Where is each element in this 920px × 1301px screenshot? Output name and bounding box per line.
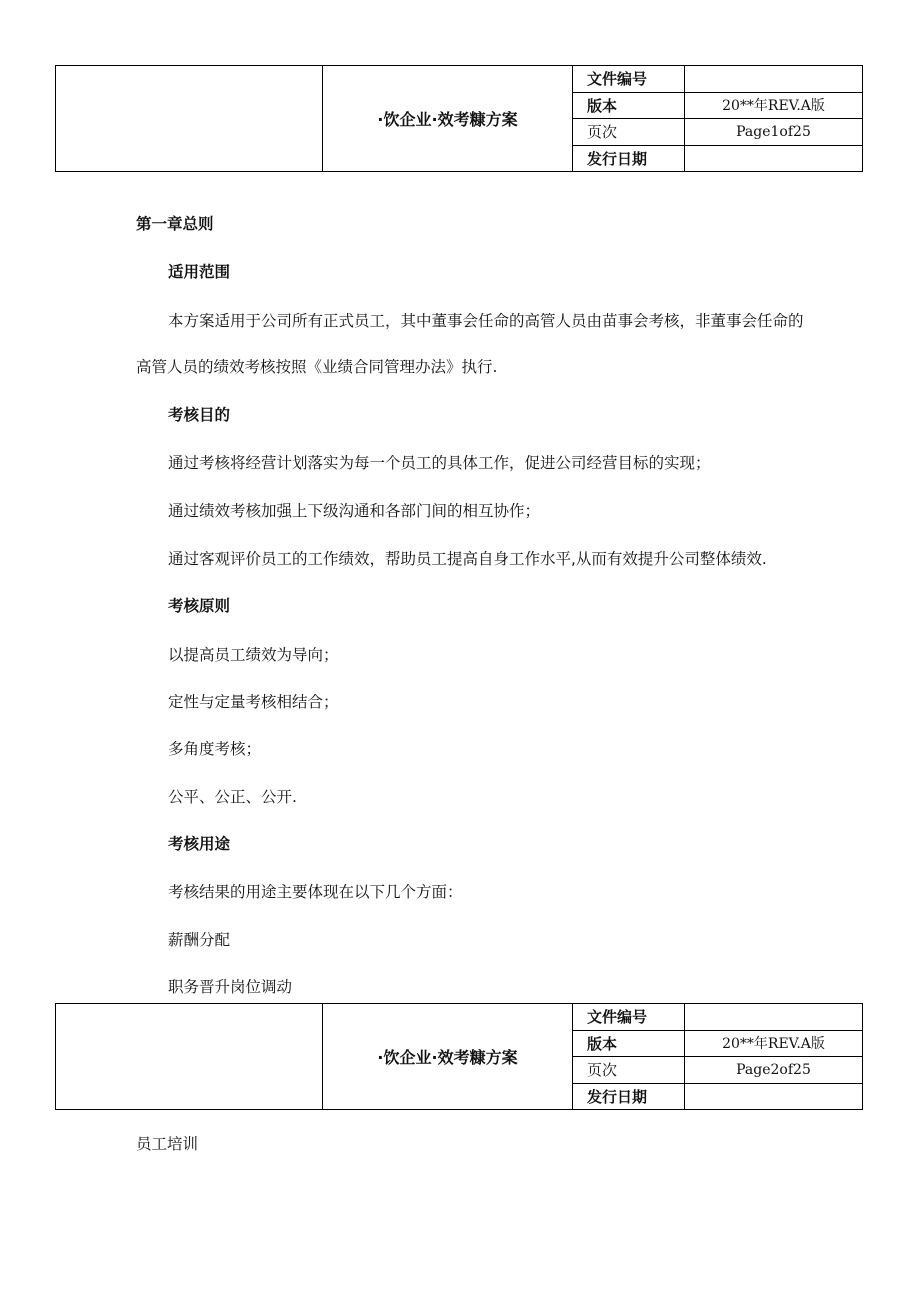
paragraph-line: 本方案适用于公司所有正式员工，其中董事会任命的高管人员由苗事会考核，非董事会任命的	[168, 312, 804, 330]
value-version: 20**年REV.A版	[685, 1031, 862, 1058]
label-release-date: 发行日期	[587, 150, 648, 169]
paragraph-line: 高管人员的绩效考核按照《业绩合同管理办法》执行.	[136, 358, 498, 376]
label-page: 页次	[573, 1057, 684, 1084]
list-item: 通过绩效考核加强上下级沟通和各部门间的相互协作；	[168, 502, 541, 520]
chapter-heading: 第一章总则	[136, 215, 214, 233]
paragraph-line: 考核结果的用途主要体现在以下几个方面：	[168, 883, 463, 901]
list-item: 定性与定量考核相结合；	[168, 693, 339, 711]
header-values	[685, 1004, 862, 1109]
value-release-date	[685, 146, 862, 173]
header-labels	[573, 66, 685, 171]
logo-cell	[56, 66, 323, 171]
label-file-number: 文件编号	[573, 1004, 684, 1031]
document-title: ·饮企业·效考糠方案	[323, 1004, 573, 1109]
list-item: 通过考核将经营计划落实为每一个员工的具体工作，促进公司经营目标的实现；	[168, 454, 711, 472]
list-item: 职务晋升岗位调动	[168, 978, 293, 996]
list-item: 以提高员工绩效为导向；	[168, 646, 339, 664]
label-version: 版本	[573, 93, 684, 120]
header-values	[685, 66, 862, 171]
value-page: Page2of25	[685, 1057, 862, 1084]
value-version: 20**年REV.A版	[685, 93, 862, 120]
logo-cell	[56, 1004, 323, 1109]
section-heading-scope: 适用范围	[168, 263, 231, 281]
value-file-number	[685, 1004, 862, 1031]
list-item: 通过客观评价员工的工作绩效，帮助员工提高自身工作水平,从而有效提升公司整体绩效.	[168, 550, 767, 568]
document-title: ·饮企业·效考糠方案	[323, 66, 573, 171]
list-item: 多角度考核；	[168, 740, 262, 758]
value-release-date	[685, 1084, 862, 1111]
label-page: 页次	[573, 119, 684, 146]
list-item: 公平、公正、公开.	[168, 788, 297, 806]
label-version: 版本	[573, 1031, 684, 1058]
label-release-date: 发行日期	[587, 1088, 648, 1107]
section-heading-purpose: 考核目的	[168, 406, 231, 424]
list-item: 员工培训	[136, 1135, 199, 1153]
list-item: 薪酬分配	[168, 931, 231, 949]
document-header-table	[55, 65, 863, 172]
value-page: Page1of25	[685, 119, 862, 146]
header-labels	[573, 1004, 685, 1109]
section-heading-use: 考核用途	[168, 835, 231, 853]
section-heading-principle: 考核原则	[168, 597, 231, 615]
label-file-number: 文件编号	[573, 66, 684, 93]
value-file-number	[685, 66, 862, 93]
document-header-table	[55, 1003, 863, 1110]
